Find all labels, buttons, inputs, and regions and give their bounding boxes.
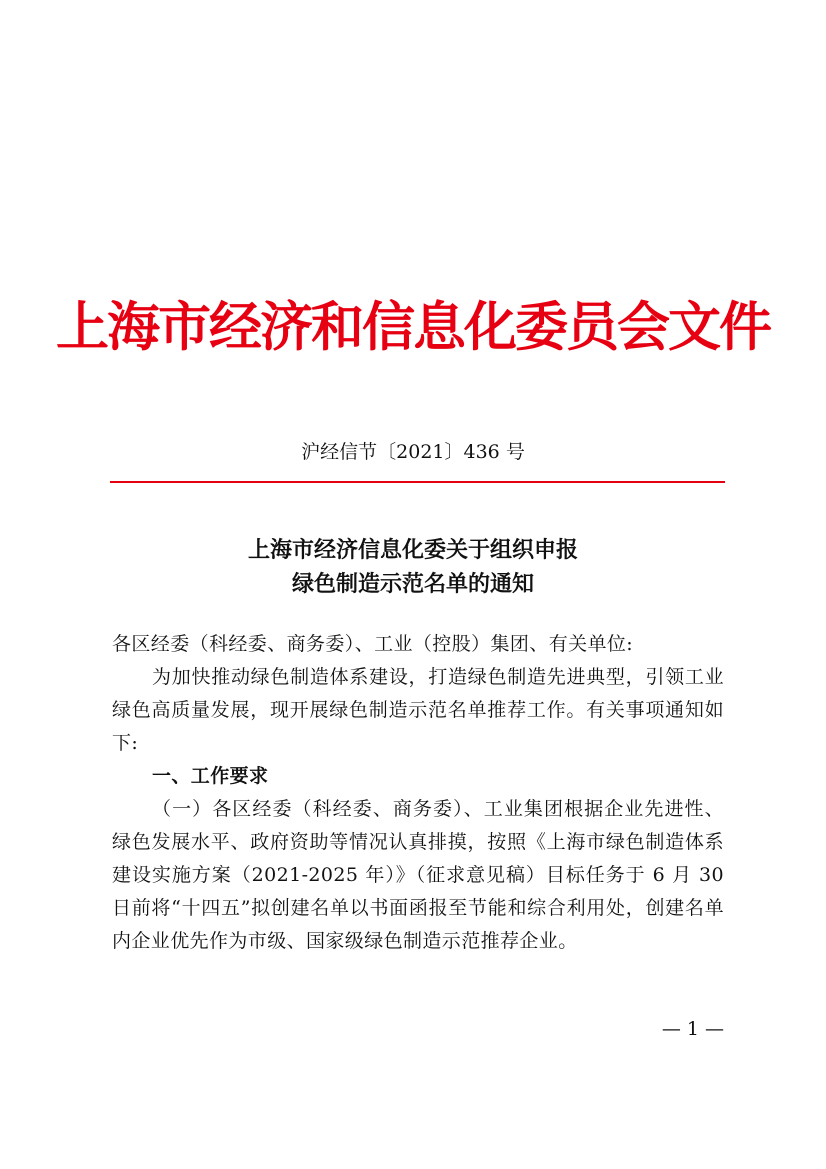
- notice-title-line-2: 绿色制造示范名单的通知: [291, 571, 534, 597]
- red-divider-line: [110, 481, 725, 483]
- notice-title-line-1: 上海市经济信息化委关于组织申报: [247, 537, 578, 563]
- notice-title: [0, 533, 826, 601]
- notice-body: [112, 628, 724, 958]
- intro-paragraph: 为加快推动绿色制造体系建设，打造绿色制造先进典型，引领工业绿色高质量发展，现开展绿色制造示范名单推荐工作。有关事项通知如下:: [112, 666, 724, 754]
- document-number: 沪经信节〔2021〕436 号: [301, 441, 525, 463]
- section-heading-work-requirements: 一、工作要求: [152, 765, 269, 787]
- section-item-1: （一）各区经委（科经委、商务委）、工业集团根据企业先进性、绿色发展水平、政府资助等情况认真排摸，按照《上海市绿色制造体系建设实施方案（2021-2025 年）》（征求意见稿）目标任务于 6 月 30 日前将“十四五”拟创建名单以书面函报至节能和综合利用处，创建名单内企业优先作为市级、国家级绿色制造示范推荐企业。: [112, 798, 724, 952]
- salutation: 各区经委（科经委、商务委）、工业（控股）集团、有关单位:: [112, 633, 634, 655]
- page-number: — 1 —: [661, 1018, 724, 1040]
- masthead-title: 上海市经济和信息化委员会文件: [56, 296, 770, 358]
